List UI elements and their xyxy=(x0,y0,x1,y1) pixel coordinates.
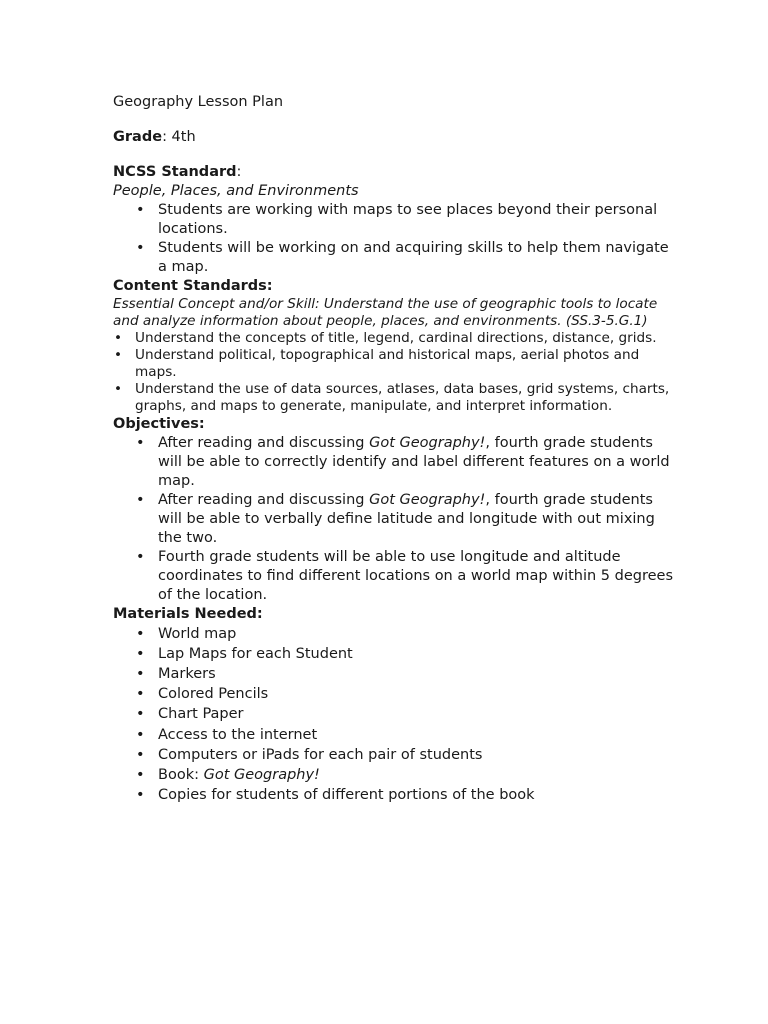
document-page xyxy=(113,92,673,805)
list-item: • Lap Maps for each Student xyxy=(113,644,673,664)
list-item: • Computers or iPads for each pair of students xyxy=(113,745,673,765)
document-title: Geography Lesson Plan xyxy=(113,94,284,110)
list-item: • Chart Paper xyxy=(113,704,673,724)
list-item xyxy=(113,434,673,491)
objective-text: Fourth grade students will be able to use longitude and altitude coordinates to find different locations on a world map within 5 degrees of the location. xyxy=(158,548,674,603)
list-item: • Copies for students of different portions of the book xyxy=(113,785,673,805)
list-item: • Students will be working on and acquiring skills to help them navigate a map. xyxy=(113,239,673,277)
list-item: • Understand political, topographical and historical maps, aerial photos and maps. xyxy=(113,347,673,381)
list-item: • Markers xyxy=(113,664,673,684)
materials-heading: Materials Needed: xyxy=(113,605,263,622)
essential-concept-text: Essential Concept and/or Skill: Understand the use of geographic tools to locate and analyze information about people, places, and environments. (SS.3-5.G.1) xyxy=(113,296,658,329)
list-item xyxy=(113,765,673,785)
objective-text: After reading and discussing xyxy=(158,491,370,508)
list-item: • Colored Pencils xyxy=(113,684,673,704)
list-item: • World map xyxy=(113,624,673,644)
objectives-list xyxy=(113,434,673,605)
list-item xyxy=(113,491,673,548)
list-item xyxy=(113,548,673,605)
ncss-colon: : xyxy=(236,164,242,180)
list-item: • Access to the internet xyxy=(113,725,673,745)
book-title: Got Geography! xyxy=(369,491,486,508)
list-item: • Understand the use of data sources, atlases, data bases, grid systems, charts, graphs, and maps to generate, manipulate, and interpret information. xyxy=(113,381,673,415)
grade-value: : 4th xyxy=(162,129,196,145)
objective-text: , fourth grade students will be able to verbally define latitude and longitude with out mixing the two. xyxy=(158,491,655,546)
grade-line xyxy=(113,128,673,147)
materials-list xyxy=(113,624,673,806)
content-standards-heading: Content Standards: xyxy=(113,278,273,294)
grade-label: Grade xyxy=(113,129,163,145)
content-standards-list xyxy=(113,330,673,415)
objectives-heading: Objectives: xyxy=(113,415,205,432)
ncss-subtitle: People, Places, and Environments xyxy=(113,183,359,199)
book-title: Got Geography! xyxy=(369,434,486,451)
objective-text: , fourth grade students will be able to correctly identify and label different features on a world map. xyxy=(158,434,670,489)
book-title: Got Geography! xyxy=(203,767,320,784)
ncss-heading xyxy=(113,163,673,182)
list-item: • Understand the concepts of title, legend, cardinal directions, distance, grids. xyxy=(113,330,673,347)
book-label: Book: xyxy=(158,767,204,784)
objective-text: After reading and discussing xyxy=(158,434,370,451)
list-item: • Students are working with maps to see places beyond their personal locations. xyxy=(113,201,673,239)
ncss-bullet-list xyxy=(113,201,673,277)
ncss-label: NCSS Standard xyxy=(113,164,237,180)
